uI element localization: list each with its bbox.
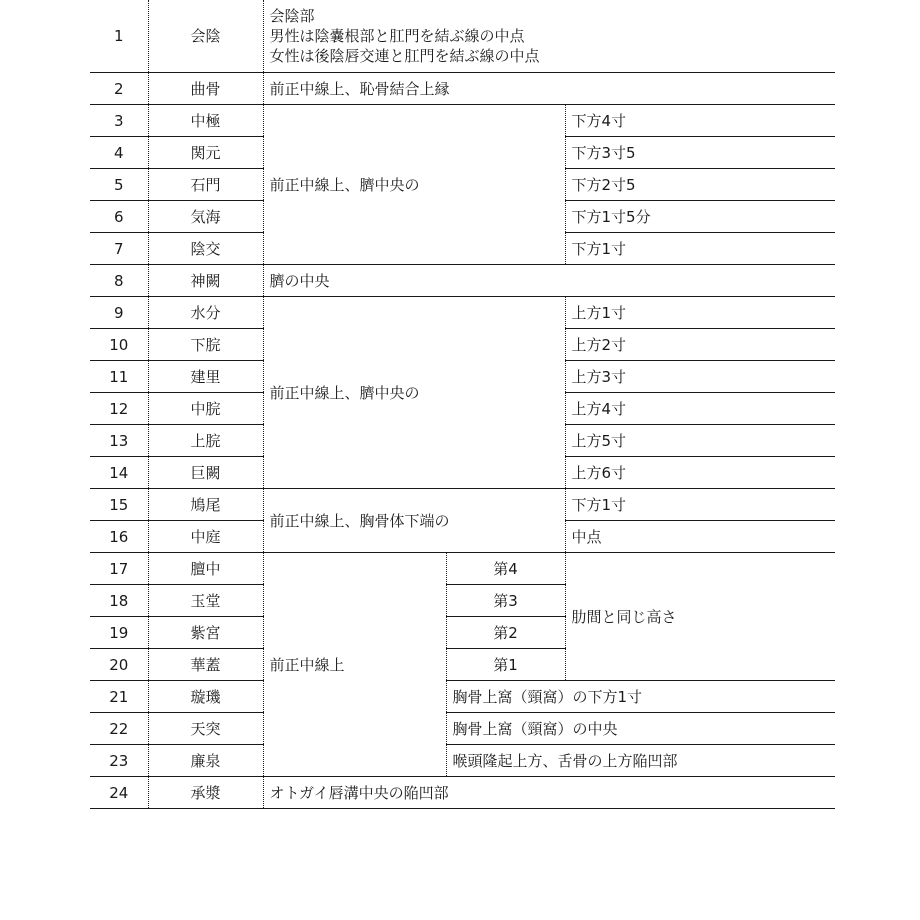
point-name: 紫宮	[148, 617, 263, 649]
table-row	[90, 489, 835, 521]
point-name: 曲骨	[148, 73, 263, 105]
point-name: 華蓋	[148, 649, 263, 681]
point-name: 石門	[148, 169, 263, 201]
table-row	[90, 297, 835, 329]
table-row	[90, 777, 835, 809]
point-number: 10	[90, 329, 148, 361]
rib-level: 第1	[446, 649, 565, 681]
point-number: 15	[90, 489, 148, 521]
table-row	[90, 265, 835, 297]
rib-level: 第2	[446, 617, 565, 649]
point-name: 関元	[148, 137, 263, 169]
location-line: 男性は陰嚢根部と肛門を結ぶ線の中点	[269, 27, 525, 45]
point-offset: 下方1寸	[565, 489, 835, 521]
point-offset: 下方4寸	[565, 105, 835, 137]
table-row	[90, 0, 835, 73]
point-name: 巨闕	[148, 457, 263, 489]
point-offset: 上方3寸	[565, 361, 835, 393]
point-offset: 上方2寸	[565, 329, 835, 361]
table-row	[90, 553, 835, 585]
point-number: 17	[90, 553, 148, 585]
point-name: 鳩尾	[148, 489, 263, 521]
point-number: 20	[90, 649, 148, 681]
point-name: 神闕	[148, 265, 263, 297]
point-name: 水分	[148, 297, 263, 329]
point-number: 13	[90, 425, 148, 457]
point-location	[263, 0, 835, 73]
group-location-sternum: 前正中線上、胸骨体下端の	[263, 489, 565, 553]
point-name: 天突	[148, 713, 263, 745]
point-offset: 上方5寸	[565, 425, 835, 457]
point-number: 16	[90, 521, 148, 553]
point-name: 中極	[148, 105, 263, 137]
point-sub-location: 喉頭隆起上方、舌骨の上方陥凹部	[446, 745, 835, 777]
point-number: 23	[90, 745, 148, 777]
point-name: 陰交	[148, 233, 263, 265]
point-number: 21	[90, 681, 148, 713]
point-offset: 下方1寸	[565, 233, 835, 265]
point-name: 承漿	[148, 777, 263, 809]
rib-level: 第3	[446, 585, 565, 617]
group-location-midline: 前正中線上	[263, 553, 446, 777]
point-offset: 上方6寸	[565, 457, 835, 489]
point-number: 24	[90, 777, 148, 809]
point-number: 22	[90, 713, 148, 745]
acupoint-table	[90, 0, 835, 809]
point-name: 中庭	[148, 521, 263, 553]
table-row	[90, 713, 835, 745]
point-location: 前正中線上、恥骨結合上縁	[263, 73, 835, 105]
point-number: 5	[90, 169, 148, 201]
point-name: 会陰	[148, 0, 263, 73]
point-offset: 上方1寸	[565, 297, 835, 329]
point-name: 気海	[148, 201, 263, 233]
point-number: 6	[90, 201, 148, 233]
point-number: 3	[90, 105, 148, 137]
point-number: 2	[90, 73, 148, 105]
group-location-navel-below: 前正中線上、臍中央の	[263, 105, 565, 265]
location-line: 会陰部	[269, 7, 315, 25]
point-number: 4	[90, 137, 148, 169]
table-row	[90, 745, 835, 777]
point-offset: 下方3寸5	[565, 137, 835, 169]
point-number: 12	[90, 393, 148, 425]
point-number: 19	[90, 617, 148, 649]
point-number: 1	[90, 0, 148, 73]
point-number: 11	[90, 361, 148, 393]
table-row	[90, 105, 835, 137]
point-number: 9	[90, 297, 148, 329]
table-row	[90, 73, 835, 105]
point-sub-location: 胸骨上窩（頸窩）の下方1寸	[446, 681, 835, 713]
point-offset: 下方2寸5	[565, 169, 835, 201]
point-name: 玉堂	[148, 585, 263, 617]
rib-level: 第4	[446, 553, 565, 585]
point-name: 上脘	[148, 425, 263, 457]
point-location: 臍の中央	[263, 265, 835, 297]
point-number: 18	[90, 585, 148, 617]
location-line: 女性は後陰唇交連と肛門を結ぶ線の中点	[269, 47, 540, 65]
point-name: 中脘	[148, 393, 263, 425]
point-number: 7	[90, 233, 148, 265]
point-number: 8	[90, 265, 148, 297]
point-number: 14	[90, 457, 148, 489]
point-name: 建里	[148, 361, 263, 393]
point-name: 廉泉	[148, 745, 263, 777]
point-name: 璇璣	[148, 681, 263, 713]
point-offset: 上方4寸	[565, 393, 835, 425]
point-name: 膻中	[148, 553, 263, 585]
table-row	[90, 681, 835, 713]
point-name: 下脘	[148, 329, 263, 361]
point-sub-location: 胸骨上窩（頸窩）の中央	[446, 713, 835, 745]
point-offset: 下方1寸5分	[565, 201, 835, 233]
rib-level-note: 肋間と同じ高さ	[565, 553, 835, 681]
point-location: オトガイ唇溝中央の陥凹部	[263, 777, 835, 809]
group-location-navel-above: 前正中線上、臍中央の	[263, 297, 565, 489]
point-offset: 中点	[565, 521, 835, 553]
